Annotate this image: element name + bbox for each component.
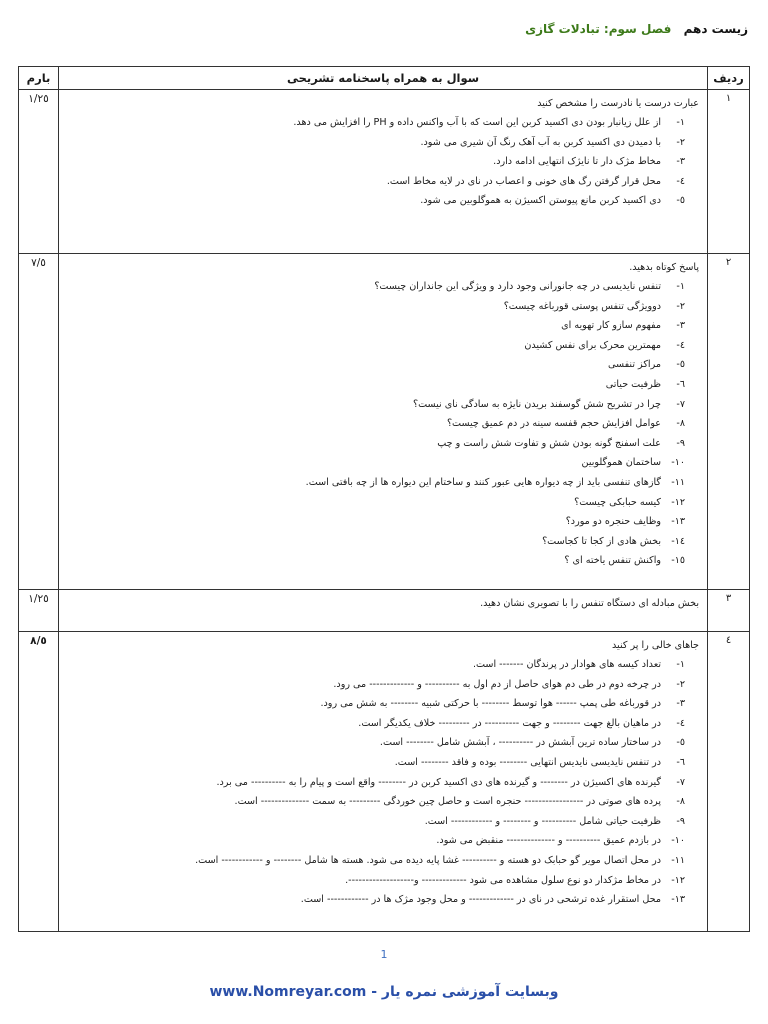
question-score: ١/٢٥ [19, 590, 59, 632]
item-number: ١٠- [671, 835, 685, 847]
question-score: ١/٢٥ [19, 90, 59, 254]
item-number: ٧- [676, 776, 685, 788]
col-header-question: سوال به همراه پاسخنامه تشریحی [59, 67, 708, 90]
question-body [59, 254, 708, 590]
item-text: ظرفیت حیاتی [605, 378, 661, 390]
item-number: ٣- [676, 320, 685, 332]
question-intro: بخش مبادله ای دستگاه تنفس را با تصویری نشان دهید. [480, 598, 699, 609]
col-header-score: بارم [19, 67, 59, 90]
table-header-row [19, 67, 750, 90]
col-header-row-number: ردیف [708, 67, 750, 90]
question-body [59, 632, 708, 932]
item-text: مراکز تنفسی [608, 359, 661, 371]
question-item [67, 297, 699, 317]
item-number: ١١- [671, 476, 685, 488]
item-text: بخش هادی از کجا تا کجاست؟ [542, 535, 661, 547]
question-item [67, 191, 699, 211]
item-number: ١٤- [671, 535, 685, 547]
question-item-list [67, 113, 699, 211]
item-text: در ساختار ساده ترین آبشش در ---------- ، آبشش شامل -------- است. [379, 737, 661, 749]
question-item [67, 694, 699, 714]
item-number: ١٠- [671, 457, 685, 469]
question-item [67, 336, 699, 356]
question-item [67, 493, 699, 513]
item-number: ١٥- [671, 555, 685, 567]
item-number: ٨- [676, 796, 685, 808]
item-number: ٥- [676, 359, 685, 371]
item-text: در بازدم عمیق ---------- و -------------- منقبض می شود. [436, 835, 661, 847]
item-text: در ماهیان بالغ جهت -------- و جهت ---------- در --------- خلاف یکدیگر است. [358, 717, 661, 729]
item-number: ٣- [676, 698, 685, 710]
question-item [67, 316, 699, 336]
item-number: ١- [676, 281, 685, 292]
question-item-list [67, 277, 699, 571]
question-item [67, 733, 699, 753]
item-number: ٤- [676, 175, 685, 187]
question-item [67, 395, 699, 415]
question-row [19, 254, 750, 590]
item-number: ٤- [676, 717, 685, 729]
question-intro: پاسخ کوتاه بدهید. [629, 262, 699, 273]
item-number: ١٢- [671, 874, 685, 886]
item-text: مهمترین محرک برای نفس کشیدن [524, 339, 661, 351]
question-item [67, 113, 699, 133]
question-item [67, 512, 699, 532]
question-item [67, 532, 699, 552]
item-text: دی اکسید کربن مانع پیوستن اکسیژن به هموگلوبین می شود. [420, 195, 661, 207]
question-item [67, 172, 699, 192]
item-number: ٥- [676, 737, 685, 749]
question-body [59, 590, 708, 632]
item-number: ٦- [676, 378, 685, 390]
question-score: ٨/٥ [19, 632, 59, 932]
question-item [67, 851, 699, 871]
question-item [67, 831, 699, 851]
item-number: ١٣- [671, 516, 685, 528]
item-text: ظرفیت حیاتی شامل ---------- و -------- و ------------ است. [424, 815, 661, 827]
question-item [67, 414, 699, 434]
question-item [67, 152, 699, 172]
question-score: ٧/٥ [19, 254, 59, 590]
item-number: ٩- [676, 815, 685, 827]
question-body [59, 90, 708, 254]
question-item [67, 753, 699, 773]
subject-title: زیست دهم [683, 22, 748, 36]
item-number: ١- [676, 117, 685, 128]
website-footer[interactable]: وبسایت آموزشی نمره یار - www.Nomreyar.com [209, 984, 559, 1000]
question-item [67, 277, 699, 297]
item-text: علت اسفنج گونه بودن شش و تفاوت شش راست و چپ [437, 437, 661, 449]
question-item [67, 792, 699, 812]
question-row [19, 590, 750, 632]
item-number: ٤- [676, 339, 685, 351]
item-number: ١- [676, 659, 685, 670]
question-intro: عبارت درست یا نادرست را مشخص کنید [537, 98, 699, 109]
item-text: مخاط مژک دار تا نایژک انتهایی ادامه دارد. [493, 156, 661, 168]
item-number: ٣- [676, 156, 685, 168]
question-item [67, 714, 699, 734]
item-number: ٥- [676, 195, 685, 207]
row-number: ٣ [708, 590, 750, 632]
item-text: ساختمان هموگلوبین [581, 457, 661, 469]
item-text: با دمیدن دی اکسید کربن به آب آهک رنگ آن شیری می شود. [420, 136, 661, 148]
item-text: محل قرار گرفتن رگ های خونی و اعصاب در نای در لایه مخاط است. [386, 175, 661, 187]
item-text: کیسه حبابکی چیست؟ [574, 496, 661, 508]
question-item [67, 812, 699, 832]
item-text: در قورباغه طی پمپ ------ هوا توسط -------- با حرکتی شبیه -------- به شش می رود. [320, 698, 661, 710]
item-text: وظایف حنجره دو مورد؟ [565, 516, 661, 528]
question-item [67, 355, 699, 375]
chapter-title: فصل سوم: تبادلات گازی [525, 22, 672, 36]
question-item [67, 133, 699, 153]
item-text: در مخاط مژکدار دو نوع سلول مشاهده می شود ------------- و-------------------. [345, 874, 661, 886]
item-number: ٨- [676, 418, 685, 430]
item-text: از علل زیانبار بودن دی اکسید کربن این است که با آب واکنس داده و PH را افزایش می دهد. [293, 117, 661, 128]
item-text: گازهای تنفسی باید از چه دیواره هایی عبور کنند و ساختام این دیواره ها از چه بافتی است. [305, 476, 661, 488]
item-text: گیرنده های اکسیژن در -------- و گیرنده های دی اکسید کربن در -------- واقع است و پیام را به ---------- می برد. [216, 776, 661, 788]
item-text: تنفس نایدیسی در چه جانورانی وجود دارد و ویژگی این جانداران چیست؟ [374, 281, 661, 292]
item-text: عوامل افزایش حجم قفسه سینه در دم عمیق چیست؟ [446, 418, 661, 430]
question-item [67, 375, 699, 395]
question-item [67, 890, 699, 910]
item-text: دوویژگی تنفس پوستی قورباغه چیست؟ [503, 300, 661, 312]
item-number: ٢- [676, 678, 685, 690]
item-number: ٢- [676, 136, 685, 148]
item-text: در محل اتصال مویر گو حبابک دو هسته و ---------- غشا پایه دیده می شود. هسته ها شامل -------- و ------------ است. [195, 854, 661, 866]
item-number: ٢- [676, 300, 685, 312]
item-text: واکنش تنفس یاخته ای ؟ [564, 555, 661, 567]
item-text: مفهوم سازو کار تهویه ای [561, 320, 661, 332]
item-number: ٧- [676, 398, 685, 410]
question-item [67, 551, 699, 571]
item-number: ١١- [671, 854, 685, 866]
question-item-list [67, 655, 699, 910]
item-number: ١٣- [671, 894, 685, 906]
question-item [67, 655, 699, 675]
question-item [67, 434, 699, 454]
row-number: ١ [708, 90, 750, 254]
question-row [19, 90, 750, 254]
item-text: چرا در تشریح شش گوسفند بریدن نایژه به سادگی نای نیست؟ [413, 398, 661, 410]
row-number: ٤ [708, 632, 750, 932]
item-text: در چرخه دوم در طی دم هوای حاصل از دم اول به ---------- و ------------- می رود. [333, 678, 661, 690]
question-row [19, 632, 750, 932]
question-item [67, 473, 699, 493]
item-text: تعداد کیسه های هوادار در پرندگان ------- است. [472, 659, 661, 670]
question-item [67, 675, 699, 695]
page-number: 1 [380, 948, 388, 961]
question-item [67, 453, 699, 473]
exam-table [18, 66, 750, 932]
item-number: ٩- [676, 437, 685, 449]
row-number: ٢ [708, 254, 750, 590]
page-header [20, 22, 748, 42]
item-number: ١٢- [671, 496, 685, 508]
question-item [67, 773, 699, 793]
item-number: ٦- [676, 756, 685, 768]
item-text: پرده های صوتی در ----------------- حنجره است و حاصل چین خوردگی --------- به سمت -------------- است. [234, 796, 661, 808]
item-text: محل استقرار غده ترشحی در نای در ------------- و محل وجود مژک ها در ------------ است. [300, 894, 661, 906]
question-item [67, 871, 699, 891]
question-intro: جاهای خالی را پر کنید [612, 640, 699, 651]
item-text: در تنفس نایدیسی نایدیس انتهایی -------- بوده و فاقد -------- است. [394, 756, 661, 768]
